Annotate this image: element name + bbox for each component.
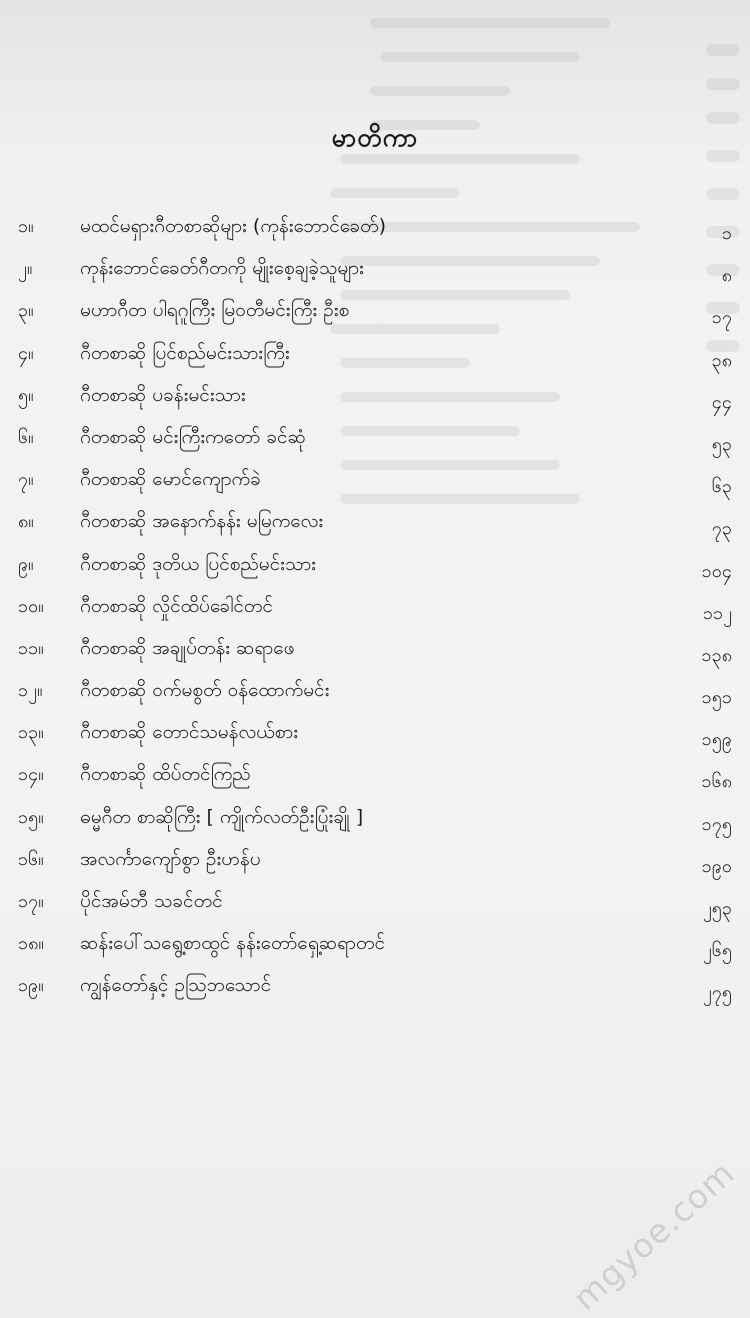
toc-row[interactable] [18, 335, 740, 377]
toc-page-number: ၁၆၈ [701, 771, 732, 793]
toc-number: ၁၇။ [18, 891, 44, 912]
toc-number: ၂။ [18, 258, 33, 280]
toc-number: ၁၃။ [18, 722, 44, 744]
toc-number: ၉။ [18, 553, 34, 575]
toc-row[interactable] [18, 419, 740, 461]
page-title: မာတိကာ [331, 123, 419, 152]
toc-page-number: ၂၇၅ [702, 982, 732, 1004]
toc-entry-title: ဆန်းပေါ်သရွေ့စာထွင် နန်းတော်ရှေ့ဆရာတင် [80, 932, 386, 955]
toc-row[interactable] [18, 377, 740, 419]
toc-entry-title: ဂီတစာဆို အနောက်နန်း မမြကလေး [80, 510, 324, 533]
toc-number: ၁၅။ [18, 806, 44, 828]
toc-row[interactable] [18, 546, 740, 588]
toc-page-number: ၁၇ [711, 307, 732, 329]
toc-entry-title: ဂီတစာဆို ဝက်မစွတ် ဝန်ထောက်မင်း [80, 679, 330, 702]
toc-number: ၈။ [18, 511, 34, 533]
toc-row[interactable] [18, 799, 740, 841]
toc-number: ၁၁။ [18, 637, 44, 659]
toc-page-number: ၁၁၂ [702, 602, 732, 624]
toc-row[interactable] [18, 714, 740, 756]
toc-row[interactable] [18, 292, 740, 334]
toc-row[interactable] [18, 756, 740, 798]
toc-number: ၁၆။ [18, 848, 44, 870]
toc-number: ၇။ [18, 469, 34, 491]
toc-number: ၆။ [18, 426, 34, 448]
toc-number: ၁၂။ [18, 680, 43, 702]
toc-page-number: ၁၅၉ [701, 729, 732, 751]
toc-entry-title: ဂီတစာဆို မင်းကြီးကတော် ခင်ဆုံ [80, 425, 306, 448]
toc-page-number: ၂၆၅ [702, 940, 732, 962]
toc-number: ၃။ [18, 300, 34, 322]
toc-row[interactable] [18, 588, 740, 630]
toc-page-number: ၂၅၃ [702, 898, 732, 919]
toc-entry-title: အလင်္ကာကျော်စွာ ဦးဟန်ပ [80, 847, 261, 870]
toc-entry-title: ဂီတစာဆို ထိပ်တင်ကြည် [80, 763, 251, 786]
toc-entry-title: ကျွန်တော်နှင့် ဥသြဘသောင် [80, 974, 272, 997]
toc-entry-title: ဂီတစာဆို တောင်သမန်လယ်စား [80, 721, 299, 744]
toc-page-number: ၇၃ [711, 518, 732, 540]
toc-row[interactable] [18, 672, 740, 714]
toc-row[interactable] [18, 841, 740, 883]
toc-row[interactable] [18, 461, 740, 503]
toc-entry-title: ဂီတစာဆို ပြင်စည်မင်းသားကြီး [80, 341, 290, 364]
toc-row[interactable] [18, 208, 740, 250]
toc-page-number: ၁၇၅ [701, 813, 732, 835]
toc-page-number: ၁၉၀ [701, 855, 732, 877]
toc-row[interactable] [18, 250, 740, 292]
toc-entry-title: ကုန်းဘောင်ခေတ်ဂီတကို မျိုးစေ့ချခဲ့သူများ [80, 257, 364, 280]
toc-page-number: ၆၃ [711, 476, 732, 498]
toc-entry-title: ဓမ္မဂီတ စာဆိုကြီး [ ကျိုက်လတ်ဦးပြုံးချို ] [80, 805, 364, 828]
toc-page-number: ၁၀၄ [701, 560, 732, 582]
toc-entry-title: ပိုင်အမ်ဘီ သခင်တင် [80, 890, 223, 912]
toc-entry-title: မထင်မရှားဂီတစာဆိုများ (ကုန်းဘောင်ခေတ်) [80, 215, 386, 237]
site-watermark: mgyoe.com [564, 1153, 742, 1318]
toc-entry-title: ဂီတစာဆို မောင်ကျောက်ခဲ [80, 468, 261, 491]
toc-row[interactable] [18, 883, 740, 925]
toc-number: ၁၈။ [18, 933, 44, 955]
toc-number: ၁၉။ [18, 975, 44, 997]
toc-number: ၁၀။ [18, 595, 44, 617]
table-of-contents [18, 208, 740, 1010]
toc-entry-title: မဟာဂီတ ပါရဂူကြီး မြဝတီမင်းကြီး ဦးစ [80, 299, 350, 322]
toc-number: ၁၄။ [18, 764, 44, 786]
toc-row[interactable] [18, 503, 740, 545]
toc-row[interactable] [18, 630, 740, 672]
toc-entry-title: ဂီတစာဆို ပခန်းမင်းသား [80, 383, 246, 406]
toc-page-number: ၁ [721, 223, 732, 244]
toc-entry-title: ဂီတစာဆို အချုပ်တန်း ဆရာဖေ [80, 636, 295, 659]
toc-number: ၁။ [18, 216, 34, 237]
toc-entry-title: ဂီတစာဆို ဒုတိယ ပြင်စည်မင်းသား [80, 552, 316, 575]
toc-page-number: ၅၃ [711, 433, 732, 455]
toc-page-number: ၄၄ [711, 391, 732, 413]
toc-page-number: ၁၃၈ [701, 644, 732, 666]
toc-number: ၅။ [18, 384, 34, 406]
toc-entry-title: ဂီတစာဆို လှိုင်ထိပ်ခေါင်တင် [80, 594, 273, 617]
toc-page-number: ၈ [721, 265, 732, 287]
toc-page-number: ၃၈ [711, 349, 732, 371]
toc-row[interactable] [18, 925, 740, 967]
toc-row[interactable] [18, 967, 740, 1009]
toc-number: ၄။ [18, 342, 34, 364]
toc-page-number: ၁၅၁ [701, 687, 732, 709]
